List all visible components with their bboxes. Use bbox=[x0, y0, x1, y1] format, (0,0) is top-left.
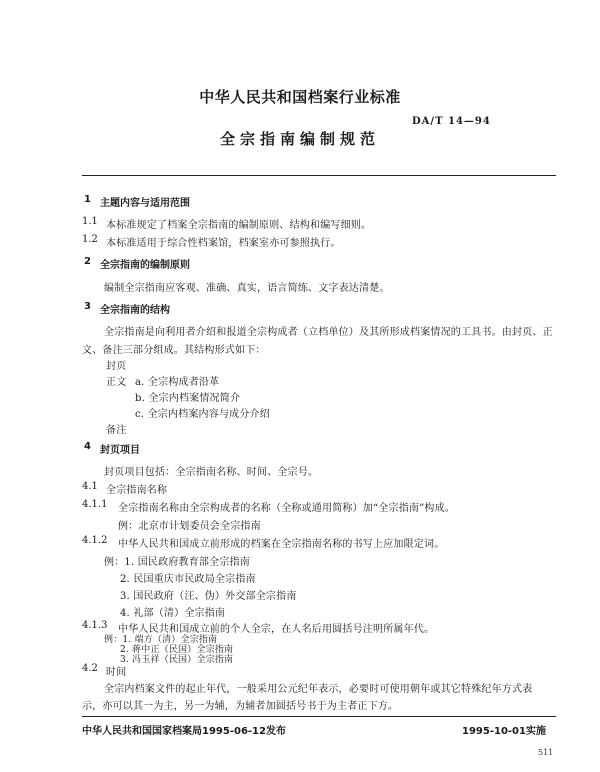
structure-cover: 封页 bbox=[106, 361, 127, 372]
clause-4-1-1-text: 全宗指南名称由全宗构成者的名称（全称或通用简称）加“全宗指南”构成。 bbox=[118, 503, 456, 514]
clause-4-1-2-example-3: 3. 国民政府（汪、伪）外交部全宗指南 bbox=[120, 591, 297, 602]
structure-remarks: 备注 bbox=[106, 425, 127, 436]
standard-organization: 中华人民共和国档案行业标准 bbox=[199, 88, 401, 106]
clause-1-1-text: 本标准规定了档案全宗指南的编制原则、结构和编写细则。 bbox=[106, 220, 372, 231]
clause-4-1-number: 4.1 bbox=[82, 481, 98, 492]
structure-item-c: c. 全宗内档案内容与成分介绍 bbox=[135, 409, 270, 420]
clause-1-2-number: 1.2 bbox=[82, 234, 98, 245]
section-2-number: 2 bbox=[84, 256, 91, 267]
clause-4-2-number: 4.2 bbox=[82, 663, 98, 674]
section-3-number: 3 bbox=[84, 301, 91, 312]
page-number: 511 bbox=[538, 748, 554, 757]
clause-4-1-3-example-1: 例：1. 端方（清）全宗指南 bbox=[104, 635, 218, 645]
standard-code: DA/T 14—94 bbox=[412, 116, 491, 127]
section-4-heading: 封页项目 bbox=[100, 445, 140, 456]
clause-4-1-3-number: 4.1.3 bbox=[82, 620, 108, 631]
clause-4-1-3-example-2: 2. 蒋中正（民国）全宗指南 bbox=[120, 645, 234, 655]
clause-1-1-number: 1.1 bbox=[82, 216, 98, 227]
clause-4-2-paragraph-line-2: 示，亦可以其一为主，另一为辅，为辅者加圆括号书于为主者正下方。 bbox=[82, 701, 399, 712]
clause-4-1-2-example-1: 例：1. 国民政府教育部全宗指南 bbox=[104, 557, 250, 568]
section-1-number: 1 bbox=[84, 194, 91, 205]
section-2-heading: 全宗指南的编制原则 bbox=[100, 260, 190, 271]
structure-body-label: 正文 bbox=[106, 377, 127, 388]
clause-4-1-3-example-3: 3. 冯玉祥（民国）全宗指南 bbox=[120, 655, 234, 665]
clause-4-1-2-number: 4.1.2 bbox=[82, 535, 108, 546]
document-title: 全宗指南编制规范 bbox=[219, 130, 380, 148]
clause-1-2-text: 本标准适用于综合性档案馆，档案室亦可参照执行。 bbox=[106, 238, 341, 249]
section-4-number: 4 bbox=[84, 441, 91, 452]
clause-4-1-2-text: 中华人民共和国成立前形成的档案在全宗指南名称的书写上应加限定词。 bbox=[118, 539, 445, 550]
clause-4-2-text: 时间 bbox=[106, 667, 127, 678]
section-3-heading: 全宗指南的结构 bbox=[100, 305, 170, 316]
clause-4-1-2-example-2: 2. 民国重庆市民政局全宗指南 bbox=[120, 574, 256, 585]
structure-item-b: b. 全宗内档案情况简介 bbox=[135, 393, 241, 404]
clause-4-1-3-text: 中华人民共和国成立前的个人全宗，在人名后用圆括号注明所属年代。 bbox=[118, 624, 435, 635]
section-4-intro: 封页项目包括：全宗指南名称、时间、全宗号。 bbox=[104, 467, 319, 478]
clause-4-1-2-example-4: 4. 礼部（清）全宗指南 bbox=[120, 608, 226, 619]
clause-4-1-1-number: 4.1.1 bbox=[82, 499, 108, 510]
issue-statement: 中华人民共和国国家档案局1995-06-12发布 bbox=[82, 726, 286, 737]
section-2-paragraph: 编制全宗指南应客观、准确、真实，语言简练、文字表达清楚。 bbox=[104, 283, 390, 294]
section-3-paragraph-line-1: 全宗指南是向利用者介绍和报道全宗构成者（立档单位）及其所形成档案情况的工具书。由封页、正 bbox=[104, 327, 553, 338]
section-3-paragraph-line-2: 文、备注三部分组成。其结构形式如下： bbox=[82, 345, 266, 356]
section-1-heading: 主题内容与适用范围 bbox=[100, 198, 190, 209]
clause-4-1-1-example: 例：北京市计划委员会全宗指南 bbox=[118, 521, 261, 532]
structure-item-a: a. 全宗构成者沿革 bbox=[135, 377, 220, 388]
bottom-divider bbox=[82, 716, 556, 717]
clause-4-1-text: 全宗指南名称 bbox=[106, 485, 168, 496]
clause-4-2-paragraph-line-1: 全宗内档案文件的起止年代，一般采用公元纪年表示，必要时可使用朝年或其它特殊纪年方式表 bbox=[104, 684, 533, 695]
top-divider bbox=[82, 175, 556, 176]
effective-statement: 1995-10-01实施 bbox=[462, 726, 546, 737]
